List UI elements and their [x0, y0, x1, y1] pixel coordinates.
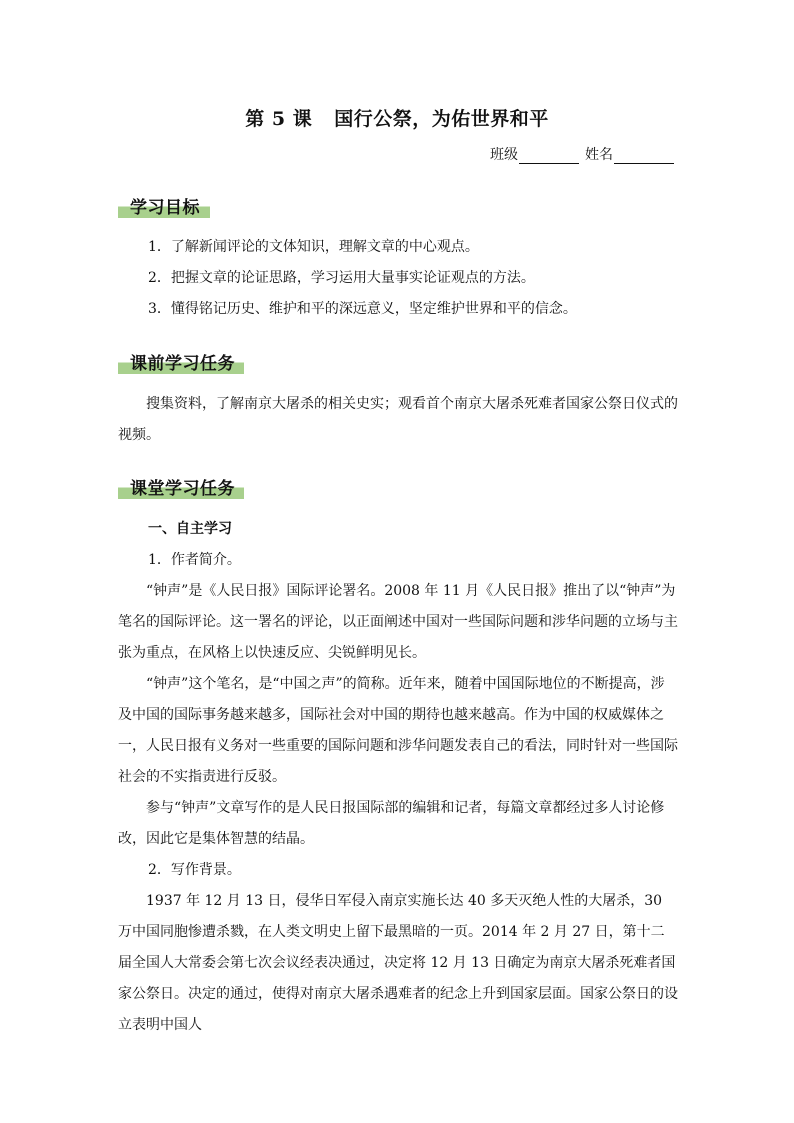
name-field[interactable] [585, 144, 674, 164]
class-blank[interactable] [519, 149, 579, 164]
class-field[interactable] [490, 144, 579, 164]
student-info-fields [490, 144, 674, 164]
objective-item: 2．把握文章的论证思路，学习运用大量事实论证观点的方法。 [148, 270, 535, 286]
pre-class-heading: 课前学习任务 [130, 354, 235, 374]
objective-item: 1．了解新闻评论的文体知识，理解文章的中心观点。 [148, 239, 479, 255]
lesson-name: 国行公祭，为佑世界和平 [334, 108, 549, 130]
background-label: 2．写作背景。 [148, 862, 241, 878]
author-paragraph: “钟声”是《人民日报》国际评论署名。2008 年 11 月《人民日报》推出了以“钟声”为笔名的国际评论。这一署名的评论，以正面阐述中国对一些国际问题和涉华问题的立场与主张为重点，在风格上以快速反应、尖锐鲜明见长。 [118, 583, 678, 661]
name-label: 姓名 [585, 147, 613, 163]
objectives-heading: 学习目标 [130, 198, 200, 218]
lesson-title [0, 104, 794, 131]
background-paragraph: 1937 年 12 月 13 日，侵华日军侵入南京实施长达 40 多天灭绝人性的大屠杀，30 万中国同胞惨遭杀戮，在人类文明史上留下最黑暗的一页。2014 年 2 月 27 日，第十二届全国人大常委会第七次会议经表决通过，决定将 12 月 13 日确定为南京大屠杀死难者国家公祭日。决定的通过，使得对南京大屠杀遇难者的纪念上升到国家层面。国家公祭日的设立表明中国人 [118, 893, 678, 1033]
section-heading-pre-class [118, 348, 244, 374]
pre-class-text: 搜集资料，了解南京大屠杀的相关史实；观看首个南京大屠杀死难者国家公祭日仪式的视频。 [118, 396, 678, 443]
in-class-heading: 课堂学习任务 [130, 479, 235, 499]
pre-class-body [118, 389, 678, 451]
name-blank[interactable] [614, 149, 674, 164]
lesson-number: 第 5 课 [245, 108, 313, 130]
author-paragraph: 参与“钟声”文章写作的是人民日报国际部的编辑和记者，每篇文章都经过多人讨论修改，因此它是集体智慧的结晶。 [118, 800, 665, 847]
objectives-list [118, 232, 678, 325]
author-paragraph: “钟声”这个笔名，是“中国之声”的简称。近年来，随着中国国际地位的不断提高，涉及中国的国际事务越来越多，国际社会对中国的期待也越来越高。作为中国的权威媒体之一，人民日报有义务对一些重要的国际问题和涉华问题发表自己的看法，同时针对一些国际社会的不实指责进行反驳。 [118, 676, 678, 785]
objective-item: 3．懂得铭记历史、维护和平的深远意义，坚定维护世界和平的信念。 [148, 301, 577, 317]
section-heading-in-class [118, 473, 244, 499]
in-class-body [118, 514, 678, 1041]
self-study-subheading: 一、自主学习 [148, 521, 232, 537]
section-heading-objectives [118, 192, 210, 218]
class-label: 班级 [490, 147, 518, 163]
author-intro-label: 1．作者简介。 [148, 552, 241, 568]
